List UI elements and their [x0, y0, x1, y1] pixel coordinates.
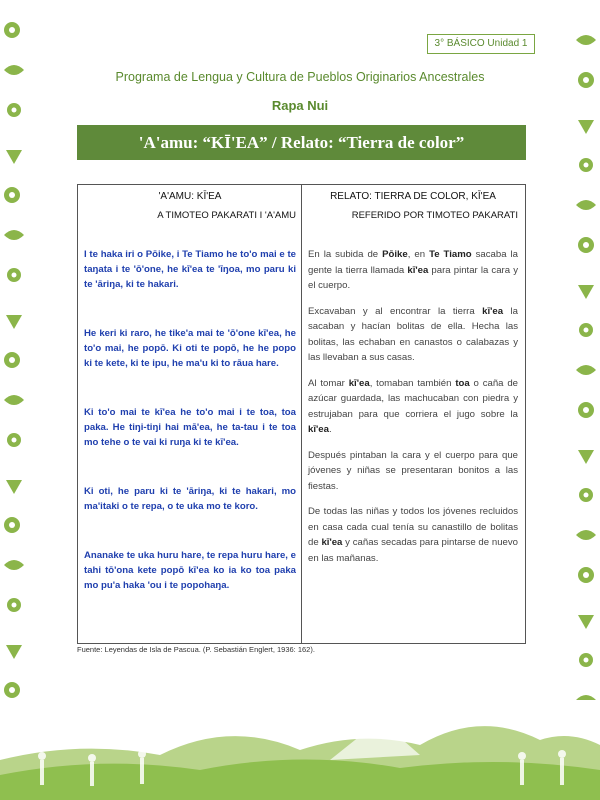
left-decorative-border — [0, 0, 38, 720]
rapa-nui-column — [84, 185, 296, 593]
rapa-nui-paragraph-2: He keri ki raro, he tike'a mai te 'ō'one kī'ea, he to'o mai, he popō. Ki oti te popō, he he popo ki te kete, ki te ipu, he ma'u ki to rāua hare. — [84, 328, 296, 369]
program-title: Programa de Lengua y Cultura de Pueblos Originarios Ancestrales — [115, 70, 485, 84]
story-table — [77, 184, 526, 644]
story-title-banner: 'A'amu: “KĪ'EA” / Relato: “Tierra de color” — [77, 125, 526, 160]
spanish-paragraph-4: Después pintaban la cara y el cuerpo para que jóvenes y niñas se presentaran bonitos a las fiestas. — [308, 449, 518, 492]
rapa-nui-paragraph-1: I te haka iri o Pōike, i Te Tiamo he to'o mai e te taŋata i te 'ō'one, he kī'ea te 'īŋoa, mo paru ki te 'āriŋa, ki te hakari. — [84, 249, 296, 290]
rapa-nui-heading: 'A'AMU: KĪ'EA — [158, 191, 222, 202]
column-divider — [301, 185, 302, 643]
spanish-paragraph-5: De todas las niñas y todos los jóvenes recluidos en casa cada cual tenía su canastillo de bolitas de kī'ea y cañas secadas para pintarse de nuevo en las mañanas. — [308, 506, 518, 564]
right-decorative-border — [562, 0, 600, 720]
spanish-heading: RELATO: TIERRA DE COLOR, KĪ'EA — [330, 191, 496, 202]
rapa-nui-subheading: A TIMOTEO PAKARATI I 'A'AMU — [157, 210, 296, 221]
grade-badge: 3° BÁSICO Unidad 1 — [427, 34, 535, 54]
spanish-paragraph-2: Excavaban y al encontrar la tierra kī'ea la sacaban y hacían bolitas de ella. Hecha las bolitas, las echaban en canastos o calabazas y las llevaban a sus casas. — [308, 305, 518, 363]
spanish-paragraph-3: Al tomar kī'ea, tomaban también toa o caña de azúcar guardada, las machucaban con piedra y estrujaban para que corriera el jugo sobre la kī'ea. — [308, 377, 518, 435]
rapa-nui-paragraph-4: Ki oti, he paru ki te 'āriŋa, ki te hakari, mo ma'itaki o te repa, o te uka mo te koro. — [84, 486, 296, 512]
rapa-nui-paragraph-3: Ki to'o mai te kī'ea he to'o mai i te toa, toa paka. He tiŋi-tiŋi hai mā'ea, he ta-tau i te toa mo tehe o te vai ki ruŋa ki te kī'ea. — [84, 407, 296, 448]
spanish-paragraph-1: En la subida de Pōike, en Te Tiamo sacaba la gente la tierra llamada kī'ea para pintar la cara y el cuerpo. — [308, 249, 519, 291]
spanish-subheading: REFERIDO POR TIMOTEO PAKARATI — [351, 210, 518, 221]
rapa-nui-paragraph-5: Ananake te uka huru hare, te repa huru hare, e tahi tō'ona kete popō kī'ea ko ia ko toa paka mo pu'a haka 'ou i te popohaŋa. — [84, 550, 296, 591]
landscape-footer-illustration — [0, 700, 600, 800]
spanish-column — [308, 185, 518, 566]
source-citation: Fuente: Leyendas de Isla de Pascua. (P. Sebastián Englert, 1936: 162). — [77, 645, 315, 654]
subject-title: Rapa Nui — [271, 98, 329, 113]
